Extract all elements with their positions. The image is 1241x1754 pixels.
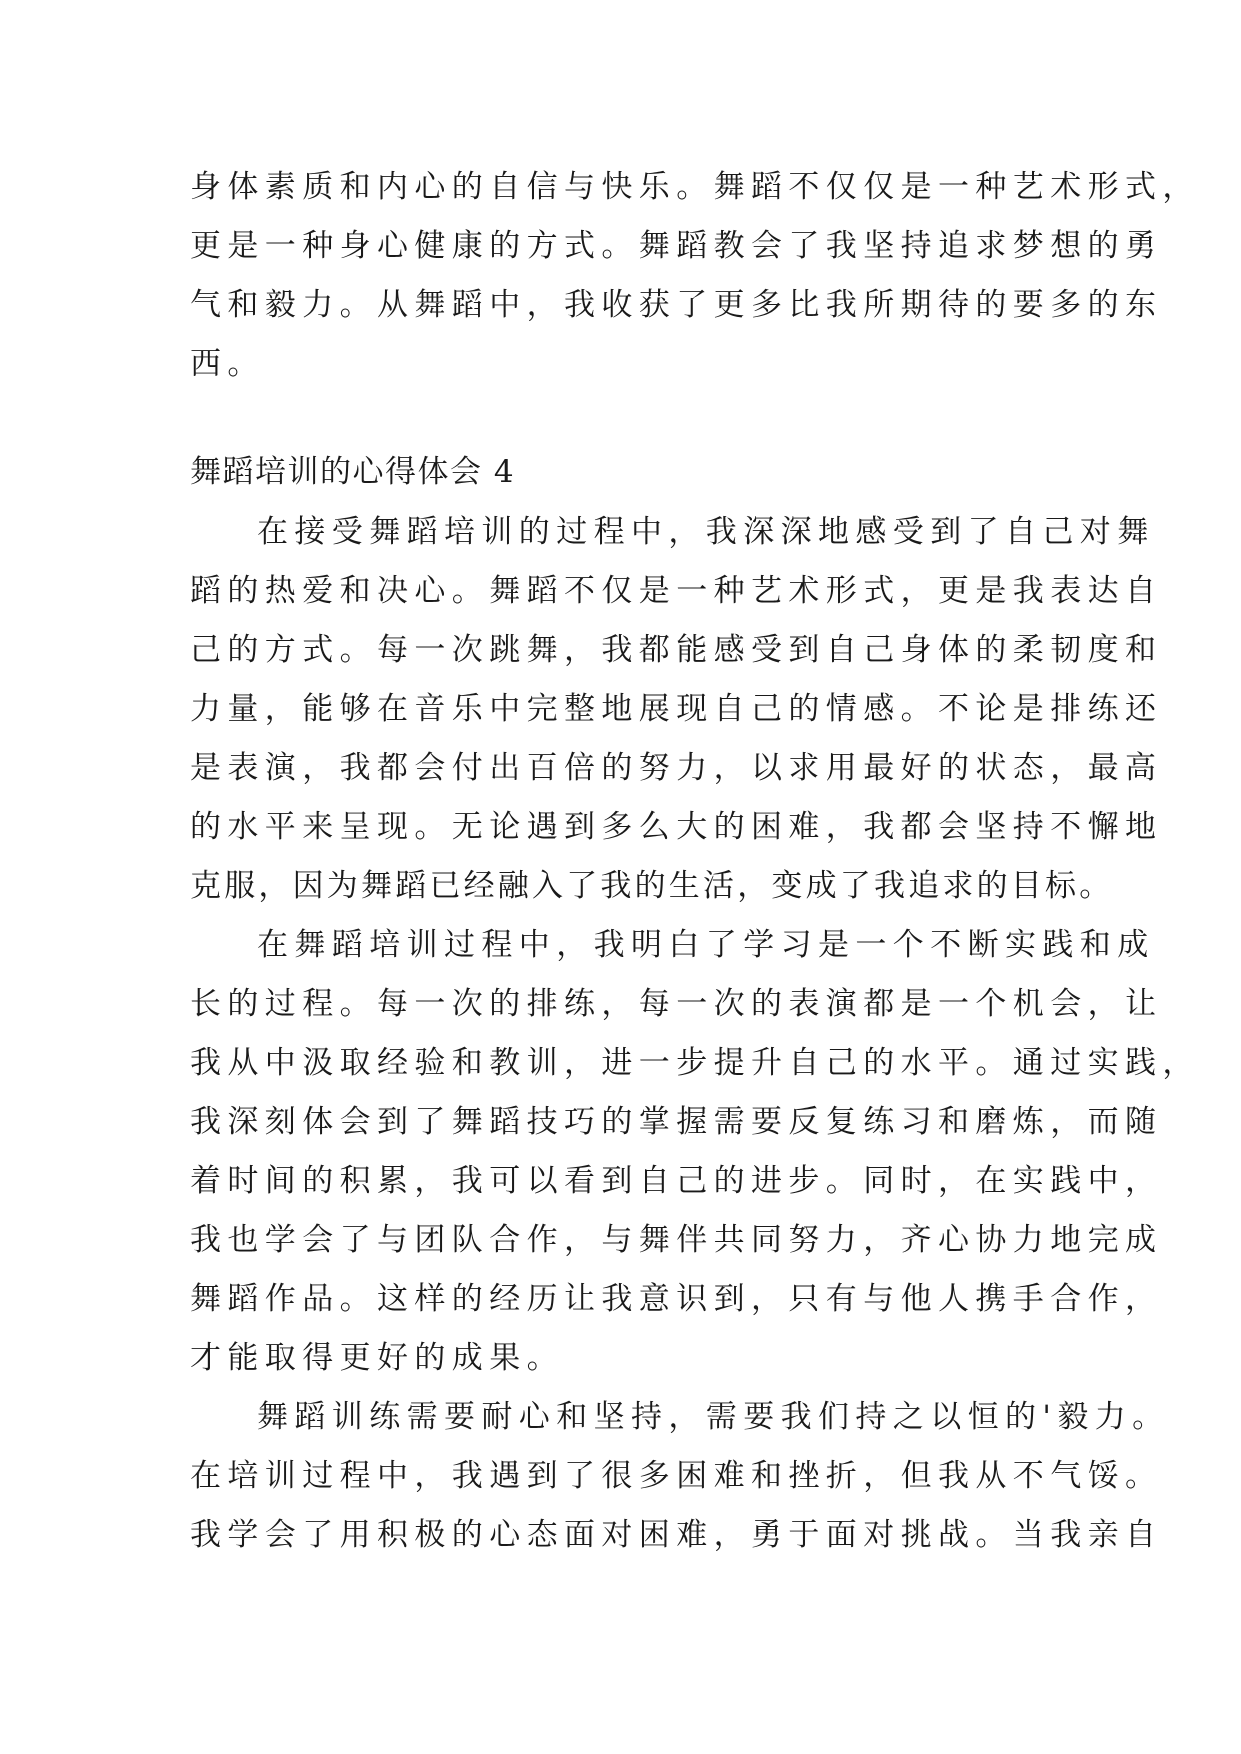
text-line: 在接受舞蹈培训的过程中，我深深地感受到了自己对舞 (257, 514, 1155, 550)
text-line: 在培训过程中，我遇到了很多困难和挫折，但我从不气馁。 (190, 1458, 1163, 1494)
text-line: 我也学会了与团队合作，与舞伴共同努力，齐心协力地完成 (190, 1222, 1163, 1258)
text-line: 在舞蹈培训过程中，我明白了学习是一个不断实践和成 (257, 927, 1155, 963)
text-line: 蹈的热爱和决心。舞蹈不仅是一种艺术形式，更是我表达自 (190, 573, 1163, 609)
text-line: 西。 (190, 346, 265, 382)
text-line: 长的过程。每一次的排练，每一次的表演都是一个机会，让 (190, 986, 1163, 1022)
section-title: 舞蹈培训的心得体会 4 (190, 454, 516, 490)
text-line: 我从中汲取经验和教训，进一步提升自己的水平。通过实践， (190, 1045, 1200, 1081)
text-line: 我深刻体会到了舞蹈技巧的掌握需要反复练习和磨炼，而随 (190, 1104, 1163, 1140)
text-line: 我学会了用积极的心态面对困难，勇于面对挑战。当我亲自 (190, 1517, 1163, 1553)
text-line: 舞蹈作品。这样的经历让我意识到，只有与他人携手合作， (190, 1281, 1163, 1317)
text-line: 更是一种身心健康的方式。舞蹈教会了我坚持追求梦想的勇 (190, 228, 1163, 264)
text-line: 力量，能够在音乐中完整地展现自己的情感。不论是排练还 (190, 691, 1163, 727)
text-line: 才能取得更好的成果。 (190, 1340, 564, 1376)
text-line: 舞蹈训练需要耐心和坚持，需要我们持之以恒的'毅力。 (257, 1399, 1170, 1435)
text-line: 气和毅力。从舞蹈中，我收获了更多比我所期待的要多的东 (190, 287, 1163, 323)
text-line: 的水平来呈现。无论遇到多么大的困难，我都会坚持不懈地 (190, 809, 1163, 845)
text-line: 是表演，我都会付出百倍的努力，以求用最好的状态，最高 (190, 750, 1163, 786)
text-line: 身体素质和内心的自信与快乐。舞蹈不仅仅是一种艺术形式， (190, 169, 1200, 205)
text-line: 己的方式。每一次跳舞，我都能感受到自己身体的柔韧度和 (190, 632, 1163, 668)
text-line: 克服，因为舞蹈已经融入了我的生活，变成了我追求的目标。 (190, 868, 1114, 904)
text-line: 着时间的积累，我可以看到自己的进步。同时，在实践中， (190, 1163, 1163, 1199)
